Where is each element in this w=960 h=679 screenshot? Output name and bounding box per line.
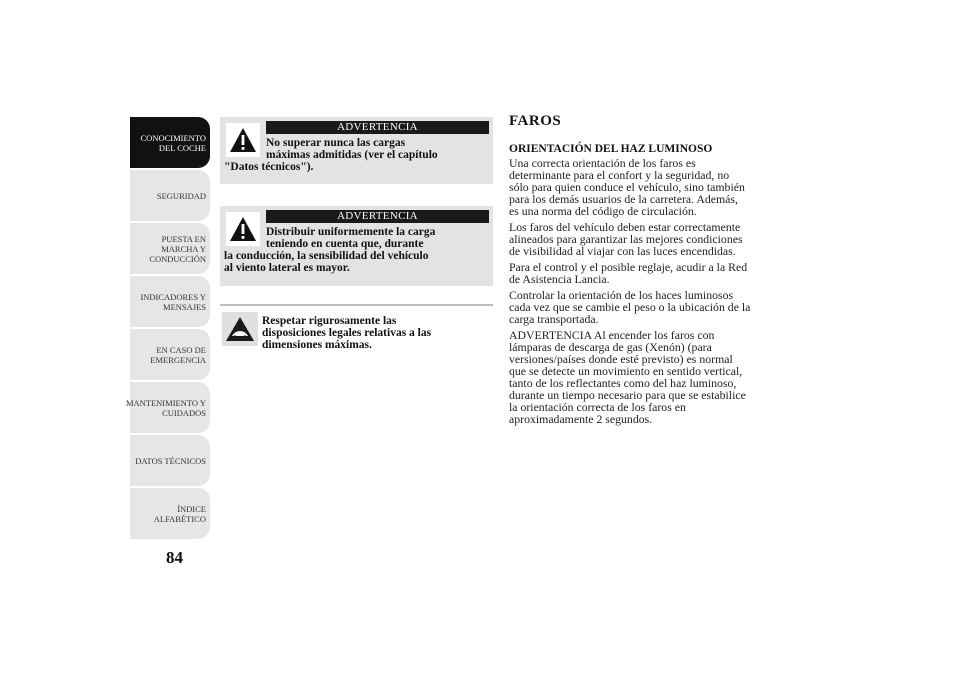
paragraph-line: de Asistencia Lancia. (509, 272, 610, 286)
paragraph-line: que se detecte un movimiento en sentido vertical, (509, 364, 743, 378)
section-tabs (125, 117, 210, 541)
tab-label-line: CONDUCCIÓN (149, 253, 206, 264)
warning-line: teniendo en cuenta que, durante (266, 238, 424, 250)
paragraph-line: la orientación correcta de los faros en (509, 400, 686, 414)
paragraph-line: para los demás usuarios de la carretera. Además, (509, 192, 738, 206)
warning-box (220, 206, 493, 286)
paragraph-line: versiones/países donde esté previsto) es normal (509, 352, 733, 366)
tab-indicadores[interactable] (130, 276, 210, 327)
warning-heading: ADVERTENCIA (266, 210, 489, 223)
tab-label-line: SEGURIDAD (156, 190, 206, 201)
warning-line: la conducción, la sensibilidad del vehículo (224, 250, 429, 262)
main-content (509, 113, 791, 425)
paragraph-line: Controlar la orientación de los haces luminosos (509, 288, 734, 302)
tab-label-line: ÍNDICE (177, 503, 206, 514)
warning-text (224, 226, 487, 274)
divider (220, 304, 493, 306)
warning-line: "Datos técnicos"). (224, 161, 314, 173)
tab-label-line: PUESTA EN (161, 233, 206, 244)
tab-indice-alfabetico[interactable] (130, 488, 210, 539)
paragraph-line: cada vez que se cambie el peso o la ubicación de la (509, 300, 751, 314)
warning-line: No superar nunca las cargas (266, 137, 406, 149)
paragraph-line: sólo para quien conduce el vehículo, sino también (509, 180, 745, 194)
paragraph-line: Una correcta orientación de los faros es (509, 156, 696, 170)
paragraph-line: es una norma del código de circulación. (509, 204, 697, 218)
warning-text (224, 137, 487, 173)
tab-label-line: EN CASO DE (156, 344, 206, 355)
tab-label-line: INDICADORES Y (140, 291, 206, 302)
warning-heading: ADVERTENCIA (266, 121, 489, 134)
tab-datos-tecnicos[interactable] (130, 435, 210, 486)
tab-label-line: ALFABÉTICO (153, 513, 206, 524)
paragraph-line: lámparas de descarga de gas (Xenón) (para (509, 340, 712, 354)
tab-label-line: DEL COCHE (158, 142, 206, 153)
tab-conocimiento-del-coche[interactable] (130, 117, 210, 168)
paragraph (509, 289, 791, 325)
paragraph-line: aproximadamente 2 segundos. (509, 412, 653, 426)
note-line: Respetar rigurosamente las (262, 315, 397, 327)
paragraph-line: tanto de los reflectantes como del haz luminoso, (509, 376, 737, 390)
tab-label-line: CUIDADOS (162, 407, 206, 418)
paragraph (509, 221, 791, 257)
section-subtitle: ORIENTACIÓN DEL HAZ LUMINOSO (509, 143, 713, 155)
paragraph-line: carga transportada. (509, 312, 599, 326)
page-number: 84 (166, 548, 183, 567)
tab-label-line: CONOCIMIENTO (140, 132, 206, 143)
tab-mantenimiento[interactable] (125, 382, 210, 433)
paragraph (509, 329, 791, 425)
paragraph-line: durante un tiempo necesario para que se estabilice (509, 388, 746, 402)
tab-label-line: DATOS TÉCNICOS (135, 455, 206, 466)
warning-line: Distribuir uniformemente la carga (266, 226, 436, 238)
warning-line: máximas admitidas (ver el capítulo (266, 149, 438, 161)
warning-line: al viento lateral es mayor. (224, 262, 350, 274)
paragraph-line: ADVERTENCIA Al encender los faros con (509, 328, 715, 342)
paragraph-line: de visibilidad al viajar con las luces encendidas. (509, 244, 736, 258)
paragraph (509, 261, 791, 285)
tab-seguridad[interactable] (130, 170, 210, 221)
environment-car-icon (222, 312, 258, 346)
tab-puesta-en-marcha[interactable] (130, 223, 210, 274)
paragraph-line: Para el control y el posible reglaje, acudir a la Red (509, 260, 748, 274)
section-title: FAROS (509, 113, 562, 129)
paragraph-line: Los faros del vehículo deben estar correctamente (509, 220, 741, 234)
paragraph-line: determinante para el confort y la seguridad, no (509, 168, 730, 182)
paragraph-line: alineados para garantizar las mejores condiciones (509, 232, 743, 246)
warning-box (220, 117, 493, 184)
tab-emergencia[interactable] (130, 329, 210, 380)
note-line: disposiciones legales relativas a las (262, 327, 432, 339)
tab-label-line: EMERGENCIA (150, 354, 206, 365)
tab-label-line: MANTENIMIENTO Y (125, 397, 206, 408)
tab-label-line: MENSAJES (163, 301, 206, 312)
paragraph (509, 157, 791, 217)
environment-note (262, 315, 492, 351)
tab-label-line: MARCHA Y (161, 243, 206, 254)
note-line: dimensiones máximas. (262, 339, 372, 351)
